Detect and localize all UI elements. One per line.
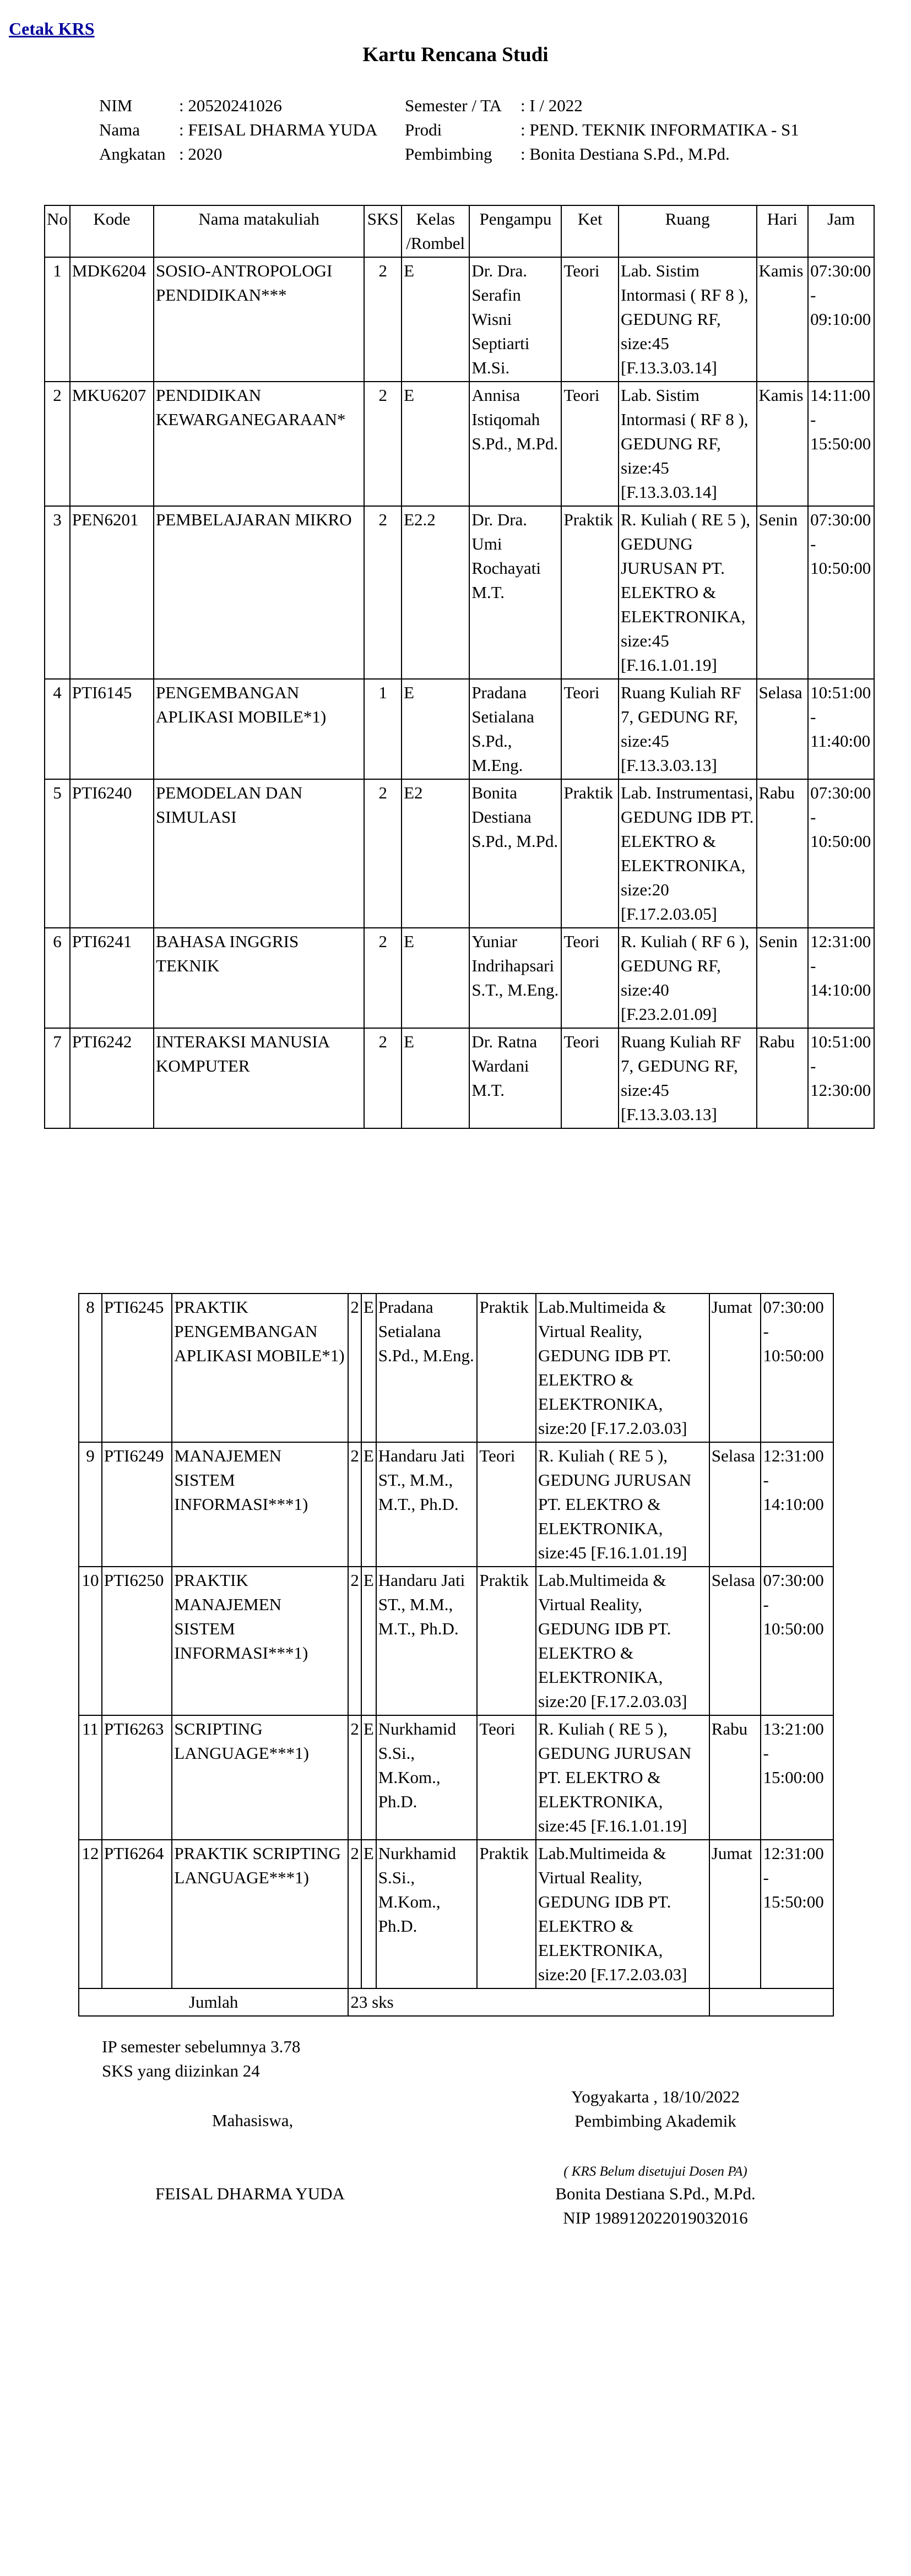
- cell-jam: 07:30:00 - 10:50:00: [808, 779, 874, 928]
- table-row: [79, 1294, 833, 1442]
- cell-no: 3: [45, 506, 70, 679]
- cell-kelas: E: [361, 1567, 376, 1715]
- cell-nama: BAHASA INGGRIS TEKNIK: [154, 928, 364, 1028]
- cell-ket: Teori: [477, 1442, 536, 1567]
- cell-kode: PTI6263: [102, 1715, 172, 1840]
- cell-nama: PEMODELAN DAN SIMULASI: [154, 779, 364, 928]
- cell-ket: Teori: [561, 257, 618, 382]
- cell-ket: Praktik: [477, 1840, 536, 1988]
- place-date: Yogyakarta , 18/10/2022: [571, 2087, 740, 2106]
- cell-pengampu: Nurkhamid S.Si., M.Kom., Ph.D.: [376, 1715, 478, 1840]
- cell-kelas: E2: [402, 779, 469, 928]
- semester-label: Semester / TA: [405, 96, 502, 115]
- cell-ruang: Lab. Instrumentasi, GEDUNG IDB PT. ELEKTRO & ELEKTRONIKA, size:20 [F.17.2.03.05]: [619, 779, 757, 928]
- table-row: [45, 779, 874, 928]
- cell-kode: PTI6245: [102, 1294, 172, 1442]
- cell-sks: 2: [348, 1294, 361, 1442]
- col-ket: Ket: [561, 205, 618, 257]
- cell-sks: 2: [364, 506, 402, 679]
- cell-no: 9: [79, 1442, 102, 1567]
- pa-label: Pembimbing Akademik: [574, 2111, 736, 2131]
- cell-ruang: Lab. Sistim Intormasi ( RF 8 ), GEDUNG RF, size:45 [F.13.3.03.14]: [619, 257, 757, 382]
- cell-hari: Selasa: [757, 679, 809, 779]
- cell-pengampu: Dr. Ratna Wardani M.T.: [469, 1028, 561, 1128]
- course-table-page-2: [78, 1293, 834, 2017]
- cell-no: 10: [79, 1567, 102, 1715]
- cell-pengampu: Handaru Jati ST., M.M., M.T., Ph.D.: [376, 1567, 478, 1715]
- cell-no: 12: [79, 1840, 102, 1988]
- table-row: [45, 928, 874, 1028]
- table-row: [79, 1442, 833, 1567]
- student-info-values-right: [520, 94, 799, 166]
- cell-kelas: E: [402, 1028, 469, 1128]
- pembimbing-label: Pembimbing: [405, 144, 492, 164]
- cell-hari: Senin: [757, 928, 809, 1028]
- cell-ruang: R. Kuliah ( RF 6 ), GEDUNG RF, size:40 [F.23.2.01.09]: [619, 928, 757, 1028]
- cell-ruang: Lab.Multimeida & Virtual Reality, GEDUNG IDB PT. ELEKTRO & ELEKTRONIKA, size:20 [F.17.2.03.03]: [536, 1294, 709, 1442]
- cell-kelas: E: [361, 1840, 376, 1988]
- col-ruang: Ruang: [619, 205, 757, 257]
- cell-jam: 12:31:00 - 14:10:00: [761, 1442, 833, 1567]
- course-table-page-1: [44, 205, 875, 1129]
- mahasiswa-label: Mahasiswa,: [212, 2111, 294, 2130]
- cell-jam: 07:30:00 - 09:10:00: [808, 257, 874, 382]
- col-pengampu: Pengampu: [469, 205, 561, 257]
- cell-sks: 2: [348, 1840, 361, 1988]
- student-info-labels-left: [99, 94, 166, 166]
- semester-value: : I / 2022: [520, 96, 583, 115]
- table-row: [45, 679, 874, 779]
- cell-ruang: R. Kuliah ( RE 5 ), GEDUNG JURUSAN PT. ELEKTRO & ELEKTRONIKA, size:45 [F.16.1.01.19]: [619, 506, 757, 679]
- pembimbing-value: : Bonita Destiana S.Pd., M.Pd.: [520, 144, 730, 164]
- cell-hari: Selasa: [709, 1442, 761, 1567]
- cell-hari: Senin: [757, 506, 809, 679]
- cell-pengampu: Dr. Dra. Umi Rochayati M.T.: [469, 506, 561, 679]
- cell-pengampu: Yuniar Indrihapsari S.T., M.Eng.: [469, 928, 561, 1028]
- cell-ket: Praktik: [561, 779, 618, 928]
- cell-nama: PENDIDIKAN KEWARGANEGARAAN*: [154, 382, 364, 506]
- cell-jam: 13:21:00 - 15:00:00: [761, 1715, 833, 1840]
- cell-kelas: E: [361, 1294, 376, 1442]
- cell-jam: 10:51:00 - 12:30:00: [808, 1028, 874, 1128]
- cell-kode: PTI6242: [70, 1028, 154, 1128]
- cell-hari: Jumat: [709, 1294, 761, 1442]
- cell-jam: 07:30:00 - 10:50:00: [761, 1567, 833, 1715]
- cell-ket: Praktik: [477, 1294, 536, 1442]
- cell-no: 11: [79, 1715, 102, 1840]
- cell-ket: Teori: [561, 679, 618, 779]
- cell-nama: INTERAKSI MANUSIA KOMPUTER: [154, 1028, 364, 1128]
- cell-kode: MKU6207: [70, 382, 154, 506]
- nama-label: Nama: [99, 120, 140, 139]
- cell-nama: MANAJEMEN SISTEM INFORMASI***1): [172, 1442, 348, 1567]
- ip-semester: IP semester sebelumnya 3.78: [102, 2037, 301, 2056]
- cell-kode: PTI6250: [102, 1567, 172, 1715]
- cell-pengampu: Bonita Destiana S.Pd., M.Pd.: [469, 779, 561, 928]
- approval-note: ( KRS Belum disetujui Dosen PA): [563, 2164, 747, 2179]
- col-nama: Nama matakuliah: [154, 205, 364, 257]
- table-row: [79, 1840, 833, 1988]
- cell-kode: PTI6241: [70, 928, 154, 1028]
- angkatan-value: : 2020: [179, 144, 223, 164]
- cell-ruang: R. Kuliah ( RE 5 ), GEDUNG JURUSAN PT. ELEKTRO & ELEKTRONIKA, size:45 [F.16.1.01.19]: [536, 1442, 709, 1567]
- cell-no: 6: [45, 928, 70, 1028]
- cell-hari: Jumat: [709, 1840, 761, 1988]
- cell-kelas: E: [402, 382, 469, 506]
- cell-ruang: Lab. Sistim Intormasi ( RF 8 ), GEDUNG RF, size:45 [F.13.3.03.14]: [619, 382, 757, 506]
- col-kelas: Kelas /Rombel: [402, 205, 469, 257]
- cell-sks: 2: [364, 1028, 402, 1128]
- cell-pengampu: Annisa Istiqomah S.Pd., M.Pd.: [469, 382, 561, 506]
- cell-kode: PTI6240: [70, 779, 154, 928]
- cell-nama: PENGEMBANGAN APLIKASI MOBILE*1): [154, 679, 364, 779]
- col-sks: SKS: [364, 205, 402, 257]
- table-row: [45, 257, 874, 382]
- total-value: 23 sks: [348, 1988, 709, 2016]
- cell-nama: SCRIPTING LANGUAGE***1): [172, 1715, 348, 1840]
- cell-pengampu: Pradana Setialana S.Pd., M.Eng.: [469, 679, 561, 779]
- cell-jam: 07:30:00 - 10:50:00: [761, 1294, 833, 1442]
- pa-nip: NIP 198912022019032016: [563, 2208, 748, 2227]
- total-empty: [709, 1988, 833, 2016]
- cell-ruang: Ruang Kuliah RF 7, GEDUNG RF, size:45 [F.13.3.03.13]: [619, 679, 757, 779]
- table-row: [45, 382, 874, 506]
- cell-sks: 1: [364, 679, 402, 779]
- cell-kelas: E: [361, 1715, 376, 1840]
- cell-hari: Kamis: [757, 257, 809, 382]
- cell-jam: 14:11:00 - 15:50:00: [808, 382, 874, 506]
- cell-kelas: E: [361, 1442, 376, 1567]
- cell-ket: Praktik: [477, 1567, 536, 1715]
- cell-sks: 2: [364, 382, 402, 506]
- cell-no: 5: [45, 779, 70, 928]
- col-kode: Kode: [70, 205, 154, 257]
- mahasiswa-name: FEISAL DHARMA YUDA: [155, 2184, 345, 2203]
- pa-name: Bonita Destiana S.Pd., M.Pd.: [555, 2184, 756, 2203]
- cell-kelas: E: [402, 928, 469, 1028]
- prodi-value: : PEND. TEKNIK INFORMATIKA - S1: [520, 120, 799, 139]
- cell-kode: PEN6201: [70, 506, 154, 679]
- table-row: [45, 506, 874, 679]
- cell-kelas: E: [402, 679, 469, 779]
- cell-kode: PTI6264: [102, 1840, 172, 1988]
- cell-hari: Selasa: [709, 1567, 761, 1715]
- cell-ket: Praktik: [561, 506, 618, 679]
- cell-pengampu: Pradana Setialana S.Pd., M.Eng.: [376, 1294, 478, 1442]
- cell-pengampu: Nurkhamid S.Si., M.Kom., Ph.D.: [376, 1840, 478, 1988]
- cell-ket: Teori: [561, 1028, 618, 1128]
- cell-sks: 2: [348, 1715, 361, 1840]
- col-hari: Hari: [757, 205, 809, 257]
- cell-ruang: R. Kuliah ( RE 5 ), GEDUNG JURUSAN PT. ELEKTRO & ELEKTRONIKA, size:45 [F.16.1.01.19]: [536, 1715, 709, 1840]
- table-row: [45, 1028, 874, 1128]
- cell-jam: 07:30:00 - 10:50:00: [808, 506, 874, 679]
- cell-jam: 12:31:00 - 15:50:00: [761, 1840, 833, 1988]
- cell-ket: Teori: [477, 1715, 536, 1840]
- cell-hari: Rabu: [709, 1715, 761, 1840]
- col-no: No: [45, 205, 70, 257]
- cell-kelas: E2.2: [402, 506, 469, 679]
- cell-sks: 2: [364, 928, 402, 1028]
- cell-hari: Kamis: [757, 382, 809, 506]
- nama-value: : FEISAL DHARMA YUDA: [179, 120, 378, 139]
- angkatan-label: Angkatan: [99, 144, 166, 164]
- cell-nama: PEMBELAJARAN MIKRO: [154, 506, 364, 679]
- cell-nama: PRAKTIK MANAJEMEN SISTEM INFORMASI***1): [172, 1567, 348, 1715]
- cell-nama: SOSIO-ANTROPOLOGI PENDIDIKAN***: [154, 257, 364, 382]
- total-row: [79, 1988, 833, 2016]
- table-row: [79, 1567, 833, 1715]
- cell-sks: 2: [364, 257, 402, 382]
- cell-sks: 2: [348, 1567, 361, 1715]
- cell-ruang: Lab.Multimeida & Virtual Reality, GEDUNG IDB PT. ELEKTRO & ELEKTRONIKA, size:20 [F.17.2.03.03]: [536, 1567, 709, 1715]
- cell-jam: 12:31:00 - 14:10:00: [808, 928, 874, 1028]
- cell-pengampu: Handaru Jati ST., M.M., M.T., Ph.D.: [376, 1442, 478, 1567]
- cell-no: 2: [45, 382, 70, 506]
- cell-sks: 2: [348, 1442, 361, 1567]
- cell-kode: PTI6145: [70, 679, 154, 779]
- cell-kode: MDK6204: [70, 257, 154, 382]
- cell-jam: 10:51:00 - 11:40:00: [808, 679, 874, 779]
- student-info-values-left: [179, 94, 377, 166]
- prodi-label: Prodi: [405, 120, 442, 139]
- cell-ket: Teori: [561, 928, 618, 1028]
- cell-no: 4: [45, 679, 70, 779]
- cell-ruang: Ruang Kuliah RF 7, GEDUNG RF, size:45 [F.13.3.03.13]: [619, 1028, 757, 1128]
- cetak-krs-link[interactable]: Cetak KRS: [9, 19, 95, 39]
- nim-value: : 20520241026: [179, 96, 282, 115]
- student-info-labels-right: [405, 94, 502, 166]
- cell-pengampu: Dr. Dra. Serafin Wisni Septiarti M.Si.: [469, 257, 561, 382]
- total-label: Jumlah: [79, 1988, 348, 2016]
- table-row: [79, 1715, 833, 1840]
- cell-nama: PRAKTIK PENGEMBANGAN APLIKASI MOBILE*1): [172, 1294, 348, 1442]
- sks-allowed: SKS yang diizinkan 24: [102, 2061, 260, 2080]
- cell-no: 8: [79, 1294, 102, 1442]
- col-jam: Jam: [808, 205, 874, 257]
- cell-hari: Rabu: [757, 779, 809, 928]
- cell-ket: Teori: [561, 382, 618, 506]
- cell-nama: PRAKTIK SCRIPTING LANGUAGE***1): [172, 1840, 348, 1988]
- page-title: Kartu Rencana Studi: [362, 44, 549, 66]
- cell-no: 7: [45, 1028, 70, 1128]
- nim-label: NIM: [99, 96, 133, 115]
- cell-kode: PTI6249: [102, 1442, 172, 1567]
- table-header-row: [45, 205, 874, 257]
- cell-hari: Rabu: [757, 1028, 809, 1128]
- cell-kelas: E: [402, 257, 469, 382]
- cell-no: 1: [45, 257, 70, 382]
- cell-sks: 2: [364, 779, 402, 928]
- cell-ruang: Lab.Multimeida & Virtual Reality, GEDUNG IDB PT. ELEKTRO & ELEKTRONIKA, size:20 [F.17.2.03.03]: [536, 1840, 709, 1988]
